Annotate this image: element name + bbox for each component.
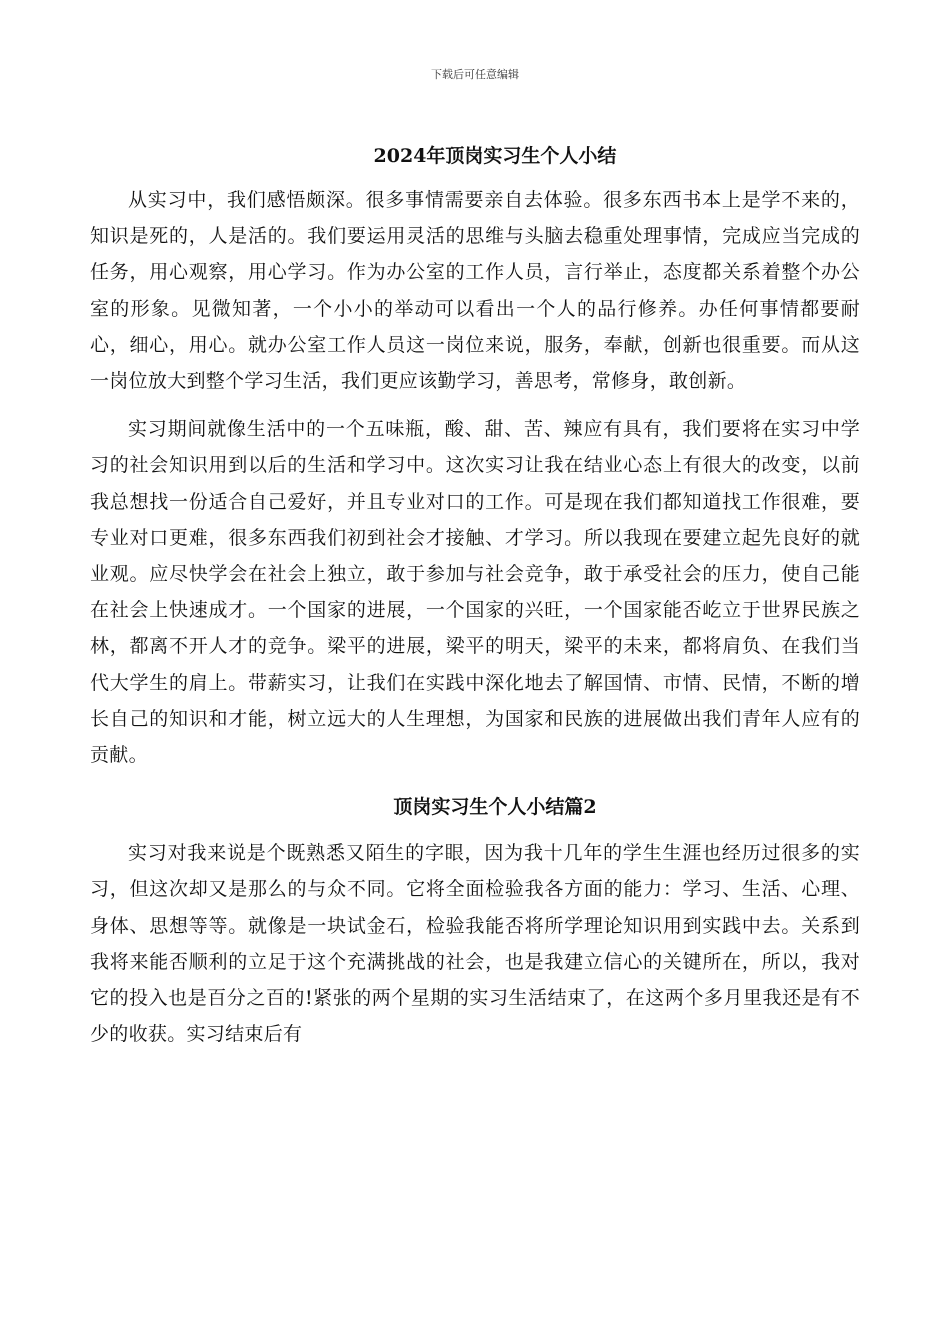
header-note: 下载后可任意编辑: [431, 68, 519, 81]
section-2-title: 顶岗实习生个人小结篇2: [393, 796, 597, 819]
body-paragraph-1: 从实习中，我们感悟颇深。很多事情需要亲自去体验。很多东西书本上是学不来的，知识是死的，人是活的。我们要运用灵活的思维与头脑去稳重处理事情，完成应当完成的任务，用心观察，用心学习。作为办公室的工作人员，言行举止，态度都关系着整个办公室的形象。见微知著，一个小小的举动可以看出一个人的品行修养。办任何事情都要耐心，细心，用心。就办公室工作人员这一岗位来说，服务，奉献，创新也很重要。而从这一岗位放大到整个学习生活，我们更应该勤学习，善思考，常修身，敢创新。: [90, 189, 860, 393]
section-2-paragraph-1: 实习对我来说是个既熟悉又陌生的字眼，因为我十几年的学生生涯也经历过很多的实习，但这次却又是那么的与众不同。它将全面检验我各方面的能力：学习、生活、心理、身体、思想等等。就像是一块试金石，检验我能否将所学理论知识用到实践中去。关系到我将来能否顺利的立足于这个充满挑战的社会，也是我建立信心的关键所在，所以，我对它的投入也是百分之百的!紧张的两个星期的实习生活结束了，在这两个多月里我还是有不少的收获。实习结束后有: [90, 842, 860, 1046]
document-body: [90, 138, 860, 1064]
document-title: 2024年顶岗实习生个人小结: [373, 145, 617, 167]
body-paragraph-2: 实习期间就像生活中的一个五味瓶，酸、甜、苦、辣应有具有，我们要将在实习中学习的社会知识用到以后的生活和学习中。这次实习让我在结业心态上有很大的改变，以前我总想找一份适合自己爱好，并且专业对口的工作。可是现在我们都知道找工作很难，要专业对口更难，很多东西我们初到社会才接触、才学习。所以我现在要建立起先良好的就业观。应尽快学会在社会上独立，敢于参加与社会竞争，敢于承受社会的压力，使自己能在社会上快速成才。一个国家的进展，一个国家的兴旺，一个国家能否屹立于世界民族之林，都离不开人才的竞争。梁平的进展，梁平的明天，梁平的未来，都将肩负、在我们当代大学生的肩上。带薪实习，让我们在实践中深化地去了解国情、市情、民情，不断的增长自己的知识和才能，树立远大的人生理想，为国家和民族的进展做出我们青年人应有的贡献。: [90, 418, 860, 767]
